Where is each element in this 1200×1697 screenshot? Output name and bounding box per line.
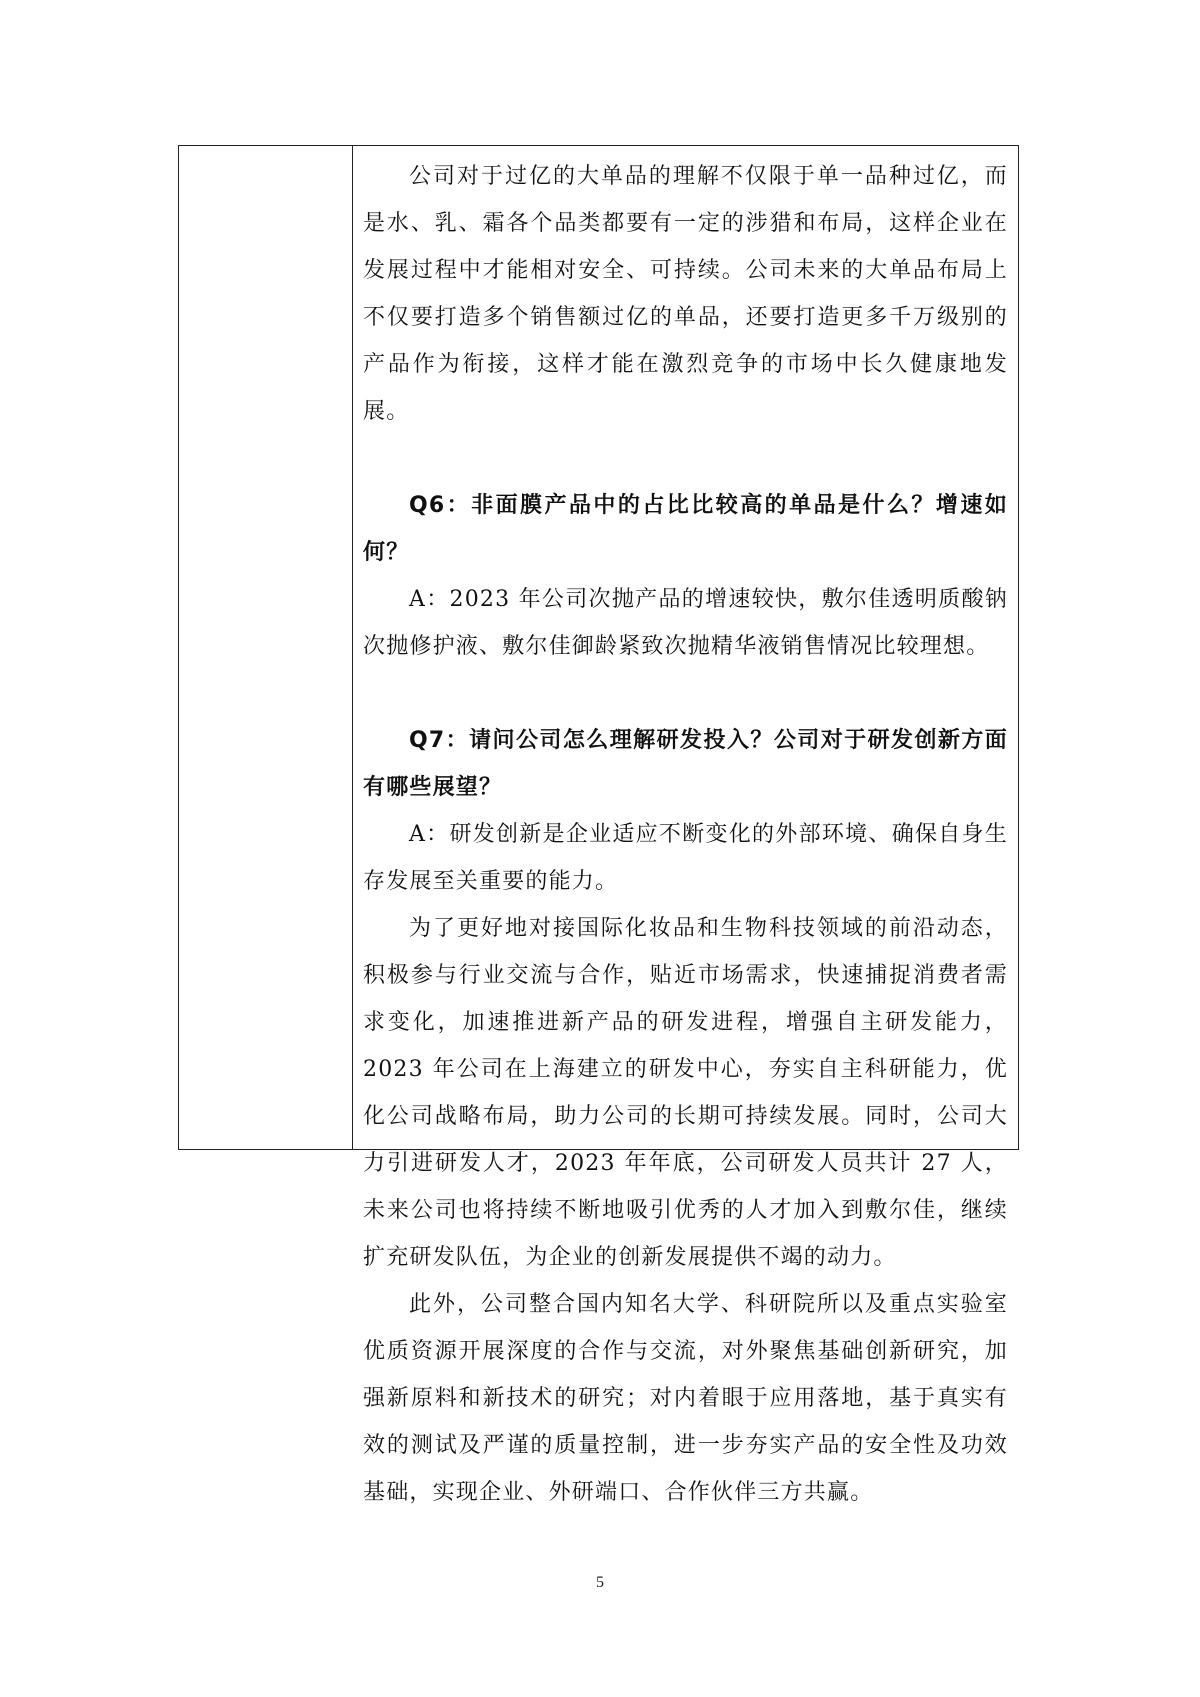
answer-q7-part-1: A：研发创新是企业适应不断变化的外部环境、确保自身生存发展至关重要的能力。 <box>363 822 1008 894</box>
page-number: 5 <box>596 1574 604 1591</box>
question-q6: Q6：非面膜产品中的占比比较高的单品是什么？增速如何？ <box>363 493 1008 565</box>
paragraph-big-single-product: 公司对于过亿的大单品的理解不仅限于单一品种过亿，而是水、乳、霜各个品类都要有一定的涉猎和布局，这样企业在发展过程中才能相对安全、可持续。公司未来的大单品布局上不仅要打造多个销售额过亿的单品，还要打造更多千万级别的产品作为衔接，这样才能在激烈竞争的市场中长久健康地发展。 <box>363 164 1008 424</box>
spacer <box>363 670 1008 717</box>
qa-table <box>178 145 1019 1505</box>
answer-q6: A：2023 年公司次抛产品的增速较快，敷尔佳透明质酸钠次抛修护液、敷尔佳御龄紧致次抛精华液销售情况比较理想。 <box>363 587 1008 659</box>
answer-q7-part-3: 此外，公司整合国内知名大学、科研院所以及重点实验室优质资源开展深度的合作与交流，对外聚焦基础创新研究，加强新原料和新技术的研究；对内着眼于应用落地，基于真实有效的测试及严谨的质量控制，进一步夯实产品的安全性及功效基础，实现企业、外研端口、合作伙伴三方共赢。 <box>363 1292 1008 1505</box>
table-left-cell <box>179 146 353 1149</box>
table-right-cell <box>353 146 1018 1505</box>
answer-q7-part-2: 为了更好地对接国际化妆品和生物科技领域的前沿动态，积极参与行业交流与合作，贴近市场需求，快速捕捉消费者需求变化，加速推进新产品的研发进程，增强自主研发能力，2023 年公司在上海建立的研发中心，夯实自主科研能力，优化公司战略布局，助力公司的长期可持续发展。同时，公司大力引进研发人才，2023 年年底，公司研发人员共计 27 人，未来公司也将持续不断地吸引优秀的人才加入到敷尔佳，继续扩充研发队伍，为企业的创新发展提供不竭的动力。 <box>363 916 1008 1270</box>
question-q7: Q7：请问公司怎么理解研发投入？公司对于研发创新方面有哪些展望？ <box>363 728 1008 800</box>
spacer <box>363 435 1008 482</box>
